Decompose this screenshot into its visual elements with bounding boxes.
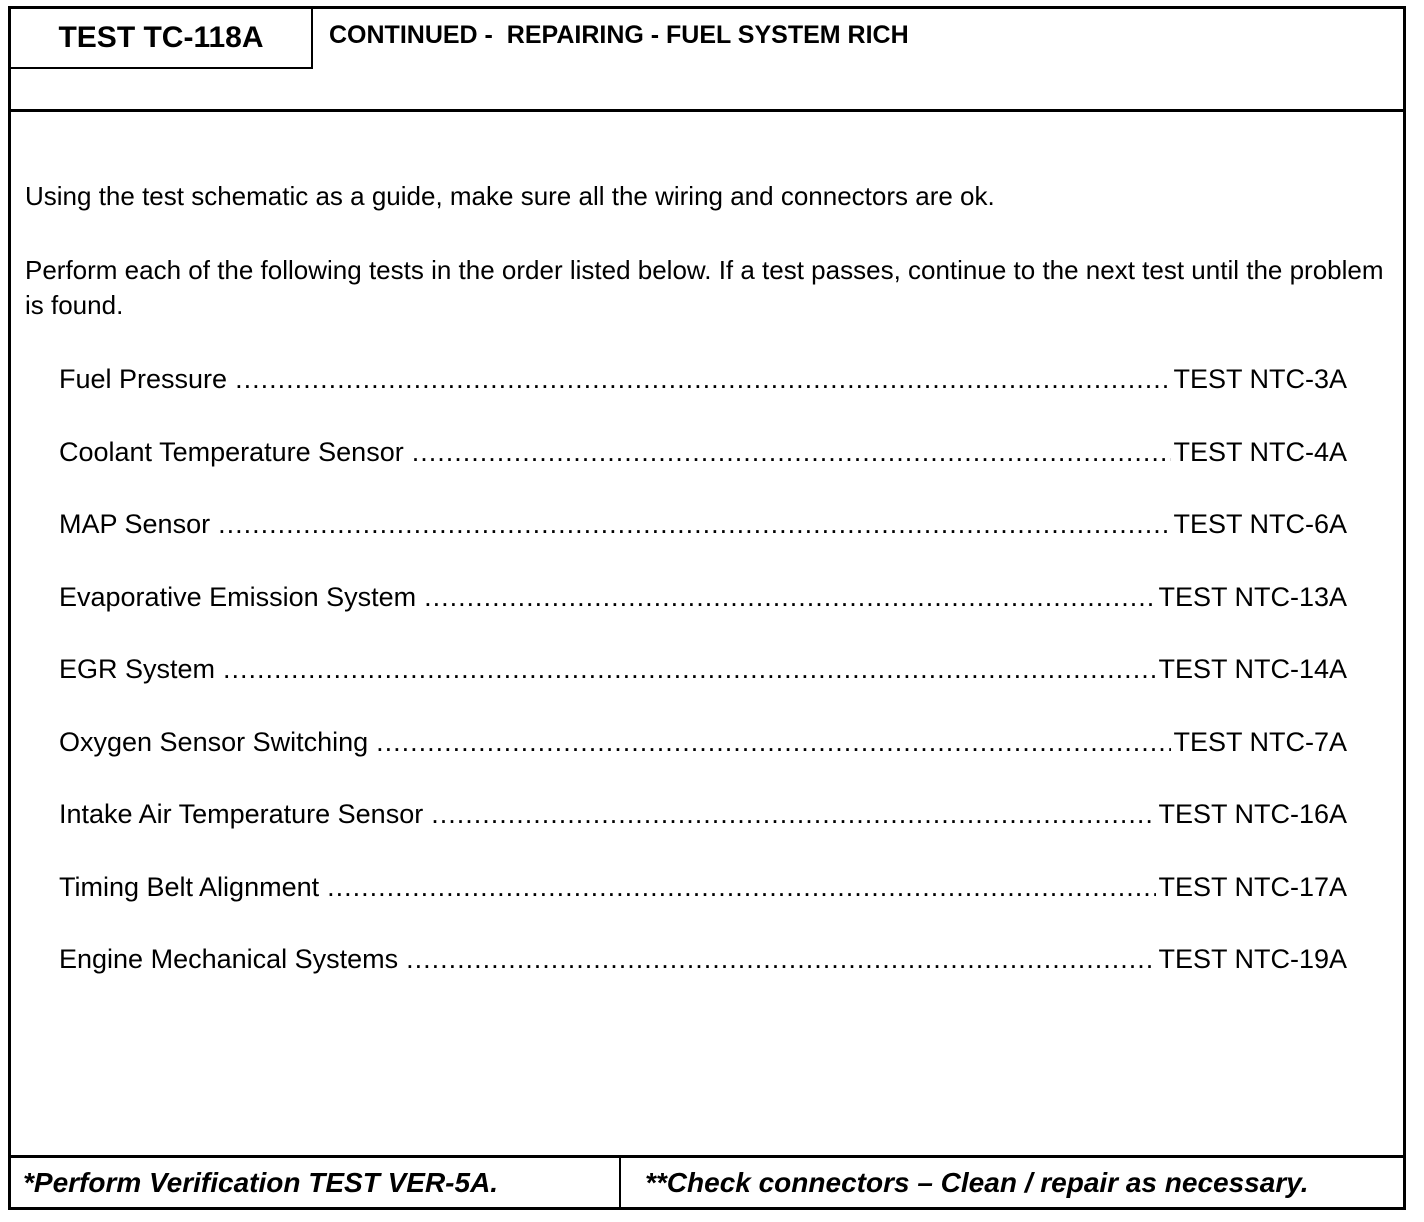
- test-name: Intake Air Temperature Sensor: [59, 799, 424, 829]
- test-procedure-frame: [8, 6, 1406, 1210]
- dot-leader: [218, 504, 1171, 544]
- test-list-item: [59, 432, 1347, 505]
- footer: [11, 1155, 1403, 1207]
- test-reference: TEST NTC-3A: [1173, 364, 1347, 394]
- test-name: Fuel Pressure: [59, 364, 228, 394]
- dot-leader: [431, 794, 1156, 834]
- verification-note: *Perform Verification TEST VER-5A.: [11, 1158, 621, 1207]
- dot-leader: [424, 577, 1156, 617]
- test-name: Engine Mechanical Systems: [59, 944, 399, 974]
- test-list-item: [59, 867, 1347, 940]
- header: [11, 9, 1403, 112]
- test-list-item: [59, 722, 1347, 795]
- dot-leader: [412, 432, 1172, 472]
- test-name: EGR System: [59, 654, 216, 684]
- test-reference: TEST NTC-16A: [1158, 799, 1347, 829]
- test-list-item: [59, 577, 1347, 650]
- test-reference: TEST NTC-7A: [1173, 726, 1347, 757]
- dot-leader: [406, 939, 1156, 979]
- test-reference: TEST NTC-13A: [1158, 581, 1347, 612]
- page-title: CONTINUED - REPAIRING - FUEL SYSTEM RICH: [329, 21, 909, 49]
- dot-leader: [223, 649, 1156, 689]
- dot-leader: [327, 867, 1156, 907]
- test-reference: TEST NTC-19A: [1158, 944, 1347, 974]
- test-name: Evaporative Emission System: [59, 581, 417, 612]
- connector-note: **Check connectors – Clean / repair as necessary.: [645, 1166, 1309, 1198]
- test-list-item: [59, 649, 1347, 722]
- test-name: MAP Sensor: [59, 509, 211, 539]
- test-name: Coolant Temperature Sensor: [59, 436, 404, 467]
- dot-leader: [235, 359, 1171, 399]
- dot-leader: [376, 722, 1171, 762]
- test-id: TEST TC-118A: [11, 9, 313, 69]
- test-reference: TEST NTC-17A: [1158, 871, 1347, 902]
- test-reference: TEST NTC-4A: [1173, 436, 1347, 467]
- test-list-item: [59, 939, 1347, 1012]
- test-reference: TEST NTC-6A: [1173, 509, 1347, 539]
- instruction-paragraph-wiring: Using the test schematic as a guide, make sure all the wiring and connectors are ok.: [25, 181, 995, 211]
- test-name: Timing Belt Alignment: [59, 871, 320, 902]
- test-name: Oxygen Sensor Switching: [59, 726, 369, 757]
- test-reference: TEST NTC-14A: [1158, 654, 1347, 684]
- test-list: [59, 359, 1347, 1012]
- test-list-item: [59, 359, 1347, 432]
- instruction-paragraph-order: Perform each of the following tests in the order listed below. If a test passes, continue to the next test until the problem is found.: [25, 255, 1384, 320]
- test-list-item: [59, 794, 1347, 867]
- test-list-item: [59, 504, 1347, 577]
